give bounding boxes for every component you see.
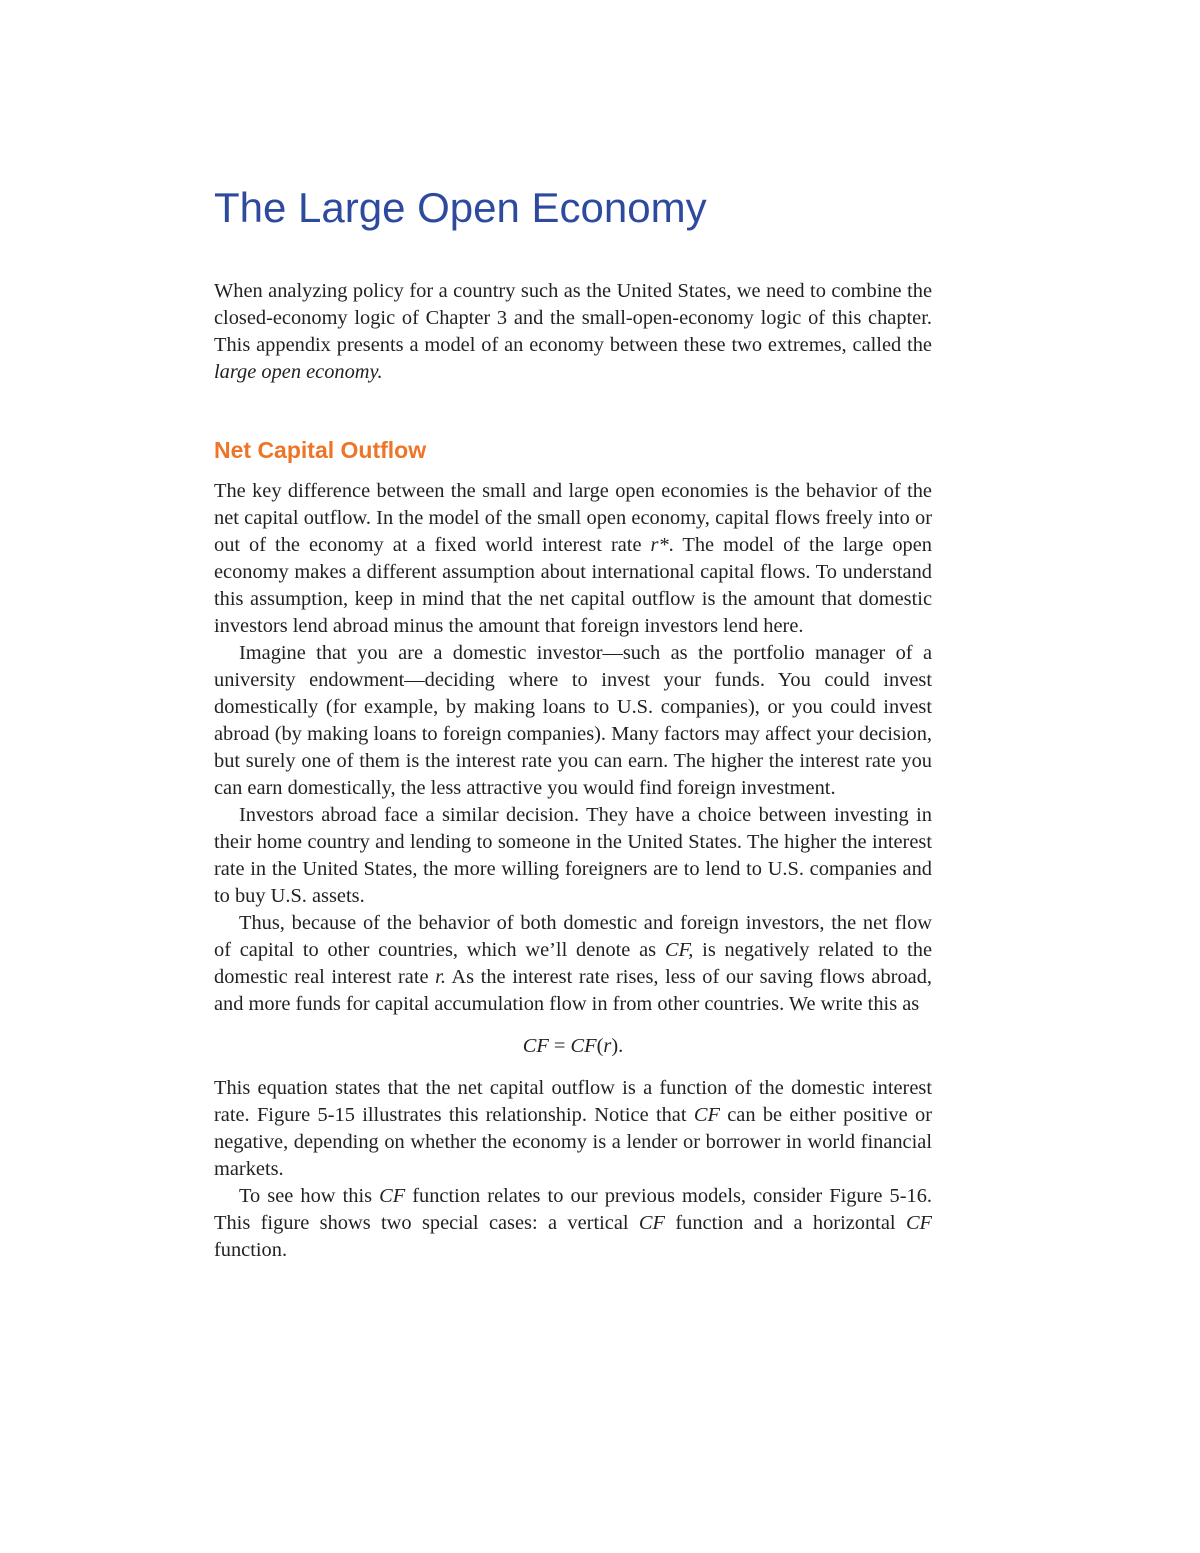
paragraph-2: Imagine that you are a domestic investor—such as the portfolio manager of a university endowment—deciding where to invest your funds. You could invest domestically (for example, by making loans to U.S. companies), or you could invest abroad (by making loans to foreign companies). Many factors may affect your decision, but surely one of them is the interest rate you can earn. The higher the interest rate you can earn domestically, the less attractive you would find foreign investment. [214,642,932,799]
p1-text-b: . The model of the large open economy makes a different assumption about international capital flows. To understand this assumption, keep in mind that the net capital outflow is the amount that domestic investors lend abroad minus the amount that foreign investors lend here. [214,534,932,637]
p4-cf: CF, [664,939,694,961]
p5-cf: CF [693,1104,720,1126]
equation-lhs: CF [522,1035,549,1057]
equation [214,1018,932,1075]
equation-paren-open: ( [596,1035,604,1057]
p5-text-b: can be either positive or negative, depending on whether the economy is a lender or borrower in world financial markets. [214,1104,932,1180]
p6-text-d: function. [214,1239,288,1261]
equation-equals: = [548,1035,571,1057]
equation-paren-close: ). [611,1035,624,1057]
p6-text-b: function relates to our previous models, consider Figure 5-16. This figure shows two special cases: a vertical [214,1185,933,1234]
paragraph-4 [214,910,932,1018]
p6-text-c: function and a horizontal [664,1212,906,1234]
p1-text-a: The key difference between the small and large open economies is the behavior of the net capital outflow. In the model of the small open economy, capital flows freely into or out of the economy at a fixed world interest rate [214,480,932,556]
p5-text-a: This equation states that the net capital outflow is a function of the domestic interest rate. Figure 5-15 illustrates this relationship. Notice that [214,1077,932,1126]
equation-argument: r [603,1035,612,1057]
p1-r-star: r* [650,534,669,556]
p6-text-a: To see how this [239,1185,380,1207]
p4-r: r. [435,966,446,988]
intro-text: When analyzing policy for a country such as the United States, we need to combine the closed-economy logic of Chapter 3 and the small-open-economy logic of this chapter. This appendix presents a model of an economy between these two extremes, called the [214,280,932,356]
section-heading: Net Capital Outflow [214,437,427,463]
page-title: The Large Open Economy [214,184,707,231]
p6-cf-1: CF [379,1185,406,1207]
p4-text-b: is negatively related to the domestic real interest rate [214,939,932,988]
p6-cf-3: CF [905,1212,932,1234]
paragraph-1 [214,478,932,640]
p4-text-c: As the interest rate rises, less of our saving flows abroad, and more funds for capital accumulation flow in from other countries. We write this as [214,966,932,1015]
p6-cf-2: CF [638,1212,665,1234]
p4-text-a: Thus, because of the behavior of both domestic and foreign investors, the net flow of capital to other countries, which we’ll denote as [214,912,932,961]
paragraph-6 [214,1183,932,1264]
intro-italic-term: large open economy. [214,361,383,383]
section-body [214,478,932,1264]
paragraph-5 [214,1075,932,1183]
equation-function: CF [570,1035,597,1057]
intro-paragraph [214,278,932,386]
paragraph-3: Investors abroad face a similar decision. They have a choice between investing in their home country and lending to someone in the United States. The higher the interest rate in the United States, the more willing foreigners are to lend to U.S. companies and to buy U.S. assets. [214,804,932,907]
